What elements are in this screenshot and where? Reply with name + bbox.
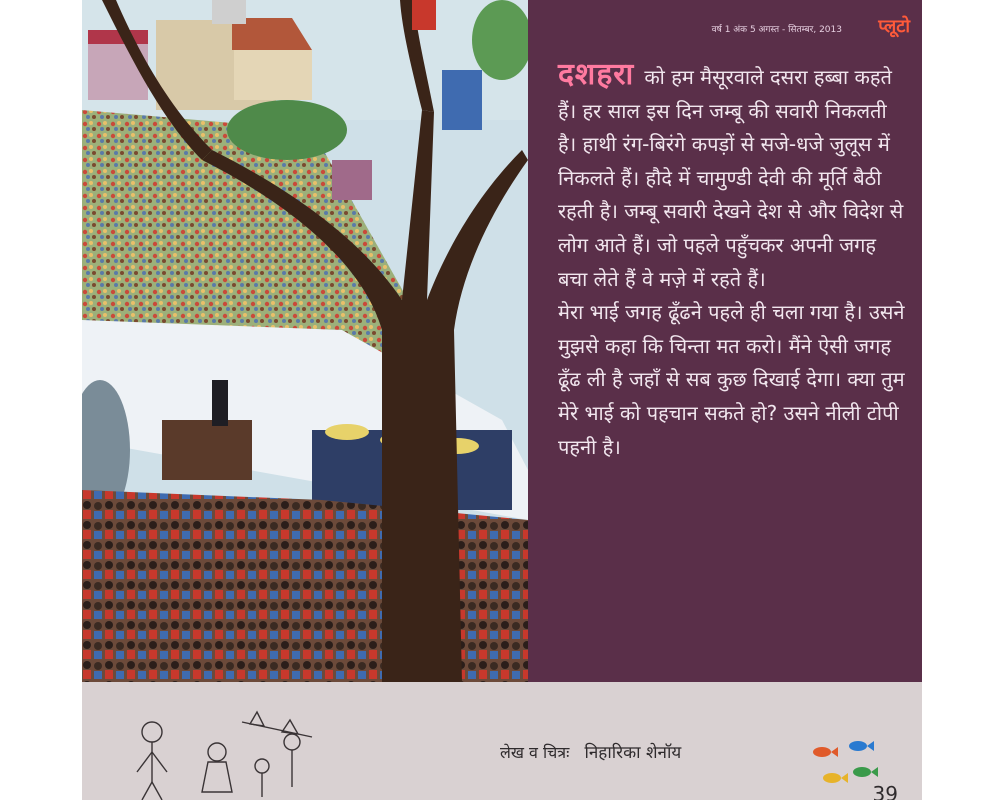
story-panel	[528, 0, 922, 688]
issue-line: वर्ष 1 अंक 5 अगस्त - सितम्बर, 2013	[711, 25, 842, 35]
paragraph-1	[558, 58, 906, 296]
boys-in-tree	[442, 70, 482, 130]
credit-label: लेख व चित्रः	[500, 743, 570, 762]
magazine-logo: प्लूटो	[878, 16, 910, 37]
festival-illustration	[82, 0, 528, 682]
footer-strip	[82, 682, 922, 800]
credit-line	[500, 740, 681, 763]
title-highlight: दशहरा	[558, 57, 635, 92]
paragraph-2: मेरा भाई जगह ढूँढने पहले ही चला गया है। उसने मुझसे कहा कि चिन्ता मत करो। मैंने ऐसी जगह ढूँढ ली है जहाँ से सब कुछ दिखाई देगा। क्या तुम मेरे भाई को पहचान सकते हो? उसने नीली टोपी पहनी है।	[558, 300, 905, 459]
sketch-figures-icon	[122, 682, 322, 800]
magazine-page	[82, 0, 922, 800]
fish-doodles-icon	[802, 732, 882, 800]
credit-name: निहारिका शेनॉय	[584, 743, 682, 763]
crowd-scene-svg	[82, 0, 528, 682]
paragraph-1-text: को हम मैसूरवाले दसरा हब्बा कहते हैं। हर साल इस दिन जम्बू की सवारी निकलती है। हाथी रंग-बिरंगे कपड़ों से सजे-धजे जुलूस में निकलते हैं। हौदे में चामुण्डी देवी की मूर्ति बैठी रहती है। जम्बू सवारी देखने देश से और विदेश से लोग आते हैं। जो पहले पहुँचकर अपनी जगह बचा लेते हैं वे मज़े में रहते हैं।	[558, 65, 904, 291]
page-margin	[922, 0, 936, 800]
horse	[162, 420, 252, 480]
page-number: 39	[872, 782, 898, 800]
story-text	[558, 58, 906, 464]
